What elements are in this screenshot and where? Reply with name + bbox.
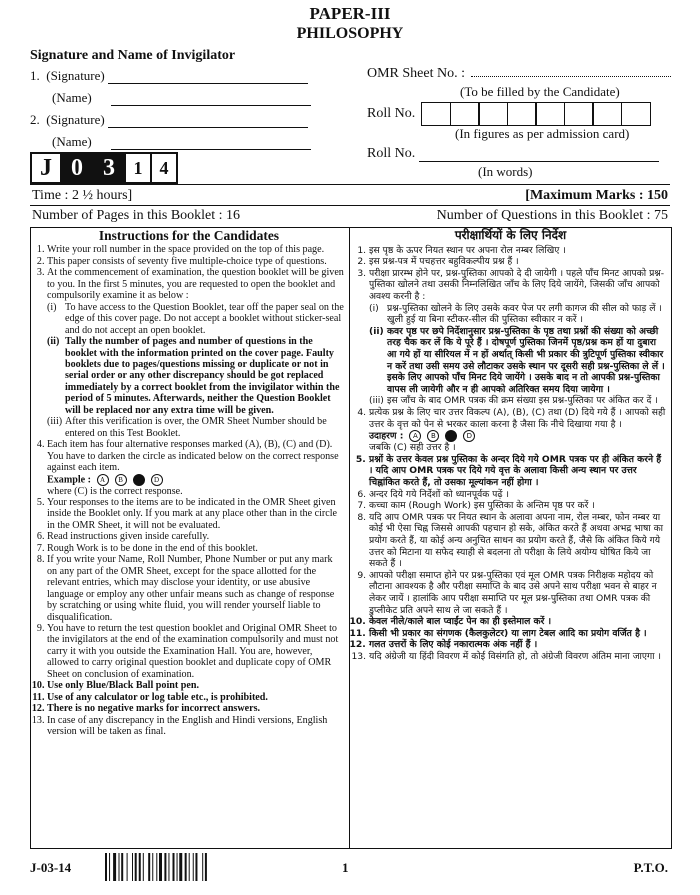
barcode-bar <box>148 853 150 881</box>
signature-label: (Signature) <box>46 112 105 127</box>
invigilator-1-signature <box>30 68 308 84</box>
instruction-item: 12. गलत उत्तरों के लिए कोई नकारात्मक अंक नहीं हैं । <box>369 639 666 651</box>
invigilator-2-number: 2. <box>30 112 40 127</box>
instruction-item: 13. यदि अंग्रेजी या हिंदी विवरण में कोई विसंगति हो, तो अंग्रेजी विवरण अंतिम माना जाएगा । <box>369 651 666 663</box>
barcode-bar <box>189 853 190 881</box>
page-number: 1 <box>342 860 349 875</box>
sub-label: (ii) <box>47 336 60 348</box>
barcode-bar <box>105 853 107 881</box>
instructions-title-hindi: परीक्षार्थियों के लिए निर्देश <box>454 228 567 242</box>
footer-code: J-03-14 <box>30 860 72 875</box>
roll-number-boxes <box>367 102 649 126</box>
invigilator-1-name <box>52 90 311 106</box>
maximum-marks: [Maximum Marks : 150 <box>525 188 668 203</box>
barcode-bar <box>177 853 178 881</box>
sub-label: (i) <box>47 301 57 313</box>
instruction-text: परीक्षा प्रारम्भ होने पर, प्रश्न-पुस्तिका आपको दे दी जायेगी । पहले पाँच मिनट आपको प्रश्न-पुस्तिका खोलने तथा उसकी निम्नलिखित जाँच के लिए दिये जायेंगे, जिसकी जाँच आपको अवश्य करनी है : <box>369 267 665 302</box>
sub-label: (iii) <box>47 416 63 428</box>
divider <box>30 205 670 206</box>
sub-instruction <box>47 416 345 439</box>
option-bubble: B <box>427 430 439 442</box>
instruction-item <box>369 407 666 454</box>
instructions-hindi <box>355 230 666 662</box>
code-digit: 4 <box>150 152 178 184</box>
barcode-bar <box>119 853 120 881</box>
instruction-item: 6. Read instructions given inside carefully. <box>47 531 345 542</box>
barcode-bar <box>113 853 116 881</box>
name-label: (Name) <box>52 90 92 105</box>
barcode-bar <box>179 853 182 881</box>
instruction-item <box>369 268 666 407</box>
sub-instruction <box>47 336 345 416</box>
roll-digits-note: (In figures as per admission card) <box>455 126 630 141</box>
roll-digit-box[interactable] <box>592 102 622 126</box>
signature-line[interactable] <box>108 127 308 128</box>
roll-digit-box[interactable] <box>564 102 594 126</box>
roll-digit-box[interactable] <box>478 102 508 126</box>
instruction-item: 10. Use only Blue/Black Ball point pen. <box>47 680 345 691</box>
option-bubble: D <box>463 430 475 442</box>
instruction-item <box>47 439 345 497</box>
sub-label: (i) <box>369 302 379 314</box>
barcode-bar <box>132 853 133 881</box>
omr-label: OMR Sheet No. : <box>367 66 465 81</box>
option-bubble: D <box>151 474 163 486</box>
barcode-bar <box>143 853 144 881</box>
subject-title: PHILOSOPHY <box>296 25 404 42</box>
instruction-item: 7. Rough Work is to be done in the end of this booklet. <box>47 543 345 554</box>
sub-instruction <box>369 302 666 326</box>
instruction-item: 9. You have to return the test question booklet and Original OMR Sheet to the invigilators at the end of the examination compulsorily and must not carry it with you outside the Examination Hall. You are, however, allowed to carry original question booklet and duplicate copy of OMR Sheet on conclusion of examination. <box>47 623 345 680</box>
signature-line[interactable] <box>108 83 308 84</box>
roll-label: Roll No. <box>367 106 416 121</box>
option-bubble: B <box>115 474 127 486</box>
divider <box>30 184 670 185</box>
instruction-item: 11. Use of any calculator or log table etc., is prohibited. <box>47 692 345 703</box>
option-bubble-filled: C <box>445 430 457 442</box>
sub-label: (iii) <box>369 395 384 407</box>
sub-text: प्रश्न-पुस्तिका खोलने के लिए उसके कवर पेज पर लगी कागज की सील को फाड़ लें । खुली हुई या बिना स्टीकर-सील की पुस्तिका स्वीकार न करें । <box>387 302 662 326</box>
column-divider <box>349 227 350 849</box>
barcode-bar <box>193 853 194 881</box>
sub-text: Tally the number of pages and number of questions in the booklet with the information printed on the cover page. Faulty booklets due to pages/questions missing or duplicate or not in serial order or any other discrepancy should be got replaced immediately by a correct booklet from the invigilator within the period of 5 minutes. Afterwards, neither the Question Booklet will be replaced nor any extra time will be given. <box>65 336 340 416</box>
paper-number: PAPER-III <box>309 4 391 23</box>
sub-text: इस जाँच के बाद OMR पत्रक की क्रम संख्या इस प्रश्न-पुस्तिका पर अंकित कर दें । <box>387 395 658 407</box>
code-digit: 3 <box>92 152 126 184</box>
name-line[interactable] <box>111 149 311 150</box>
barcode-image <box>105 853 240 881</box>
instruction-text: Each item has four alternative responses marked (A), (B), (C) and (D). You have to darken the circle as indicated below on the correct response against each item. <box>47 439 339 474</box>
roll-digit-box[interactable] <box>621 102 651 126</box>
pto-label: P.T.O. <box>633 860 668 875</box>
signature-label: (Signature) <box>46 68 105 83</box>
barcode-bar <box>127 853 128 881</box>
instruction-item: 7. कच्चा काम (Rough Work) इस पुस्तिका के अन्तिम पृष्ठ पर करें । <box>369 500 666 512</box>
sub-text: कवर पृष्ठ पर छपे निर्देशानुसार प्रश्न-पुस्तिका के पृष्ठ तथा प्रश्नों की संख्या को अच्छी तरह चैक कर लें कि ये पूरे हैं । दोषपूर्ण पुस्तिका जिनमें पृष्ठ/प्रश्न कम हों या दुबारा आ गये हों या सीरियल में न हों अर्थात् किसी भी प्रकार की त्रुटिपूर्ण पुस्तिका स्वीकार न करें तथा उसी समय उसे लौटाकर उसके स्थान पर दूसरी सही प्रश्न-पुस्तिका ले लें । इसके लिए आपको पाँच मिनट दिये जायेंगे । उसके बाद न तो आपकी प्रश्न-पुस्तिका वापस ली जायेगी और न ही आपको अतिरिक्त समय दिया जायेगा । <box>387 325 665 395</box>
sub-text: After this verification is over, the OMR Sheet Number should be entered on this Test Booklet. <box>65 416 327 439</box>
barcode-bar <box>109 853 110 881</box>
example-label: उदाहरण : <box>369 430 404 442</box>
example-note: where (C) is the correct response. <box>47 485 183 497</box>
barcode-bar <box>135 853 137 881</box>
instruction-item: 12. There is no negative marks for incorrect answers. <box>47 703 345 714</box>
instruction-item: 11. किसी भी प्रकार का संगणक (कैलकुलेटर) या लाग टेबल आदि का प्रयोग वर्जित है । <box>369 628 666 640</box>
instruction-item: 1. इस पृष्ठ के ऊपर नियत स्थान पर अपना रोल नम्बर लिखिए । <box>369 245 666 257</box>
barcode-bar <box>164 853 166 881</box>
invigilator-1-number: 1. <box>30 68 40 83</box>
instruction-item: 8. If you write your Name, Roll Number, Phone Number or put any mark on any part of the OMR Sheet, except for the space allotted for the relevant entries, which may disclose your identity, or use abusive language or employ any other unfair means such as change of response by scratching or using white fluid, you will render yourself liable to disqualification. <box>47 554 345 623</box>
instruction-text: At the commencement of examination, the question booklet will be given to you. In the first 5 minutes, you are requested to open the booklet and compulsorily examine it as below : <box>47 267 344 302</box>
instruction-item: 13. In case of any discrepancy in the English and Hindi versions, English version will be taken as final. <box>47 715 345 738</box>
roll-digit-box[interactable] <box>421 102 451 126</box>
instruction-item: 2. इस प्रश्न-पत्र में पचहत्तर बहुविकल्पीय प्रश्न हैं । <box>369 256 666 268</box>
sub-text: To have access to the Question Booklet, tear off the paper seal on the edge of this cover page. Do not accept a booklet without sticker-seal and do not accept an open booklet. <box>65 301 344 336</box>
sub-instruction <box>369 395 666 407</box>
code-letter: J <box>30 152 62 184</box>
sub-instruction <box>47 301 345 336</box>
barcode-bar <box>195 853 197 881</box>
instruction-item: 9. आपको परीक्षा समाप्त होने पर प्रश्न-पुस्तिका एवं मूल OMR पत्रक निरीक्षक महोदय को लौटाना आवश्यक है और परीक्षा समाप्ति के बाद उसे अपने साथ परीक्षा भवन से बाहर न लेकर जायें । हालांकि आप परीक्षा समाप्ति पर मूल प्रश्न-पुस्तिका तथा OMR पत्रक की डुप्लीकेट प्रति अपने साथ ले जा सकते हैं । <box>369 570 666 616</box>
omr-sheet-number <box>367 66 671 82</box>
barcode-bar <box>159 853 162 881</box>
barcode-bar <box>156 853 157 881</box>
sub-instruction <box>369 325 666 396</box>
instruction-item: 6. अन्दर दिये गये निर्देशों को ध्यानपूर्वक पढ़ें । <box>369 489 666 501</box>
pages-count: Number of Pages in this Booklet : 16 <box>32 208 241 223</box>
name-label: (Name) <box>52 134 92 149</box>
instruction-item <box>47 267 345 439</box>
roll-words <box>367 146 659 162</box>
barcode-bar <box>152 853 153 881</box>
instruction-item: 5. Your responses to the items are to be indicated in the OMR Sheet given inside the Booklet only. If you mark at any place other than in the circle in the OMR Sheet, it will not be evaluated. <box>47 497 345 531</box>
barcode-bar <box>173 853 175 881</box>
barcode-bar <box>121 853 123 881</box>
option-bubble: A <box>409 430 421 442</box>
option-bubble: A <box>97 474 109 486</box>
code-digit: 0 <box>60 152 94 184</box>
instruction-item: 2. This paper consists of seventy five multiple-choice type of questions. <box>47 256 345 267</box>
roll-digit-box[interactable] <box>535 102 565 126</box>
option-bubble-filled: C <box>133 474 145 486</box>
sub-label: (ii) <box>369 325 384 337</box>
barcode-bar <box>205 853 207 881</box>
questions-count: Number of Questions in this Booklet : 75 <box>436 208 668 223</box>
barcode-bar <box>185 853 187 881</box>
example-label: Example : <box>47 473 92 485</box>
time-allowed: Time : 2 ½ hours] <box>32 188 133 203</box>
roll-words-label: Roll No. <box>367 146 416 161</box>
invigilator-2-name <box>52 134 311 150</box>
instruction-item: 8. यदि आप OMR पत्रक पर नियत स्थान के अलावा अपना नाम, रोल नम्बर, फोन नम्बर या कोई भी ऐसा चिह्न जिससे आपकी पहचान हो सके, अंकित करते हैं अथवा अभद्र भाषा का प्रयोग करते हैं, या कोई अन्य अनुचित साधन का प्रयोग करते हैं, जैसे कि अंकित किये गये उत्तर को मिटाना या सफेद स्याही से बदलना तो परीक्षा के लिये अयोग्य घोषित किये जा सकते हैं । <box>369 512 666 570</box>
example-note: जबकि (C) सही उत्तर है । <box>369 442 456 454</box>
instruction-item: 1. Write your roll number in the space provided on the top of this page. <box>47 244 345 255</box>
barcode-bar <box>139 853 141 881</box>
instructions-english <box>33 230 345 737</box>
invigilator-2-signature <box>30 112 308 128</box>
roll-words-line[interactable] <box>419 161 659 162</box>
barcode-bar <box>168 853 169 881</box>
instructions-title: Instructions for the Candidates <box>98 228 280 243</box>
instruction-text: प्रत्येक प्रश्न के लिए चार उत्तर विकल्प (A), (B), (C) तथा (D) दिये गये हैं । आपको सही उत्तर के वृत्त को पेन से भरकर काला करना है जैसा कि नीचे दिखाया गया है । <box>369 406 666 430</box>
roll-words-note: (In words) <box>478 164 533 179</box>
name-line[interactable] <box>111 105 311 106</box>
barcode-bar <box>202 853 203 881</box>
roll-digit-box[interactable] <box>450 102 480 126</box>
invigilator-title: Signature and Name of Invigilator <box>30 48 236 63</box>
roll-digit-box[interactable] <box>507 102 537 126</box>
instruction-item: 10. केवल नीले/काले बाल प्वाईंट पेन का ही इस्तेमाल करें । <box>369 616 666 628</box>
instruction-item: 5. प्रश्नों के उत्तर केवल प्रश्न पुस्तिका के अन्दर दिये गये OMR पत्रक पर ही अंकित करने हैं । यदि आप OMR पत्रक पर दिये गये वृत्त के अलावा किसी अन्य स्थान पर उत्तर चिह्नांकित करते हैं, तो उसका मूल्यांकन नहीं होगा । <box>369 454 666 489</box>
paper-code <box>30 152 176 184</box>
omr-input[interactable] <box>471 76 671 77</box>
omr-note: (To be filled by the Candidate) <box>460 84 620 99</box>
code-digit: 1 <box>124 152 152 184</box>
